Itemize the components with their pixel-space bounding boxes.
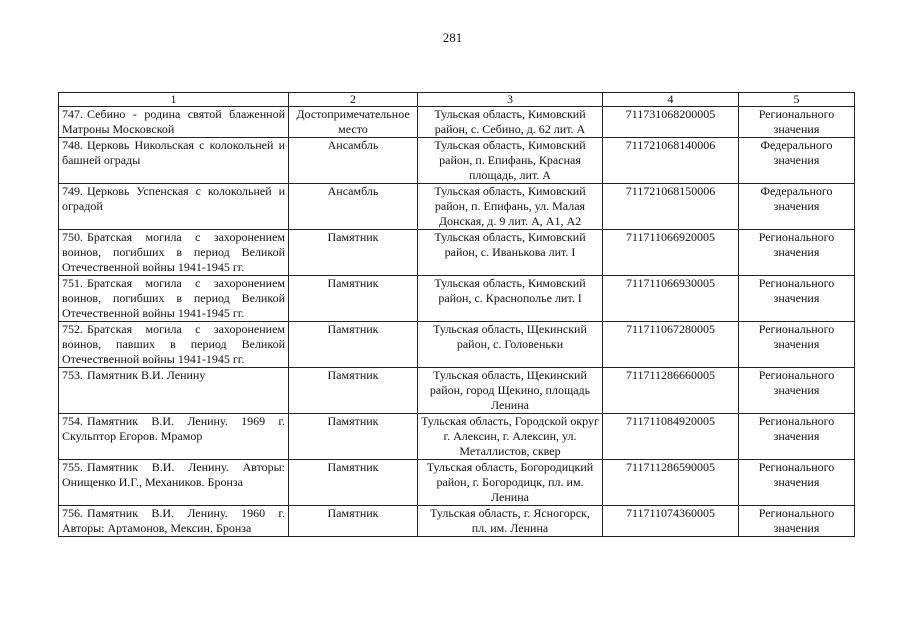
- column-header-1: 1: [59, 93, 289, 107]
- table-row: [59, 138, 855, 184]
- row-number: 756.: [62, 506, 83, 520]
- significance-category: Регионального значения: [739, 414, 855, 460]
- table-row: [59, 107, 855, 138]
- page-number: 281: [442, 30, 463, 45]
- heritage-registry-table: [58, 92, 855, 537]
- object-name: Памятник В.И. Ленину. Авторы: Онищенко И.Г., Механиков. Бронза: [62, 460, 285, 489]
- column-header-5: 5: [739, 93, 855, 107]
- row-number: 752.: [62, 322, 83, 336]
- registry-code: 711721068150006: [603, 184, 739, 230]
- column-header-2: 2: [289, 93, 418, 107]
- table-row: [59, 276, 855, 322]
- registry-code: 711731068200005: [603, 107, 739, 138]
- object-name: Братская могила с захоронением воинов, павших в период Великой Отечественной войны 1941-1945 гг.: [62, 322, 285, 366]
- object-type: Памятник: [289, 506, 418, 537]
- significance-category: Регионального значения: [739, 276, 855, 322]
- object-type: Ансамбль: [289, 184, 418, 230]
- object-address: Тульская область, Кимовский район, с. Краснополье лит. I: [418, 276, 603, 322]
- registry-code: 711711286660005: [603, 368, 739, 414]
- row-number: 747.: [62, 107, 83, 121]
- row-number: 750.: [62, 230, 83, 244]
- object-type: Памятник: [289, 368, 418, 414]
- registry-code: 711711067280005: [603, 322, 739, 368]
- object-name-cell: [59, 506, 289, 537]
- object-address: Тульская область, Городской округ г. Алексин, г. Алексин, ул. Металлистов, сквер: [418, 414, 603, 460]
- object-name-cell: [59, 368, 289, 414]
- significance-category: Регионального значения: [739, 368, 855, 414]
- table-row: [59, 460, 855, 506]
- column-header-3: 3: [418, 93, 603, 107]
- row-number: 755.: [62, 460, 83, 474]
- registry-code: 711711066930005: [603, 276, 739, 322]
- table-row: [59, 184, 855, 230]
- table-row: [59, 506, 855, 537]
- registry-code: 711721068140006: [603, 138, 739, 184]
- object-name: Себино - родина святой блаженной Матроны Московской: [62, 107, 285, 136]
- object-address: Тульская область, Богородицкий район, г. Богородицк, пл. им. Ленина: [418, 460, 603, 506]
- registry-code: 711711084920005: [603, 414, 739, 460]
- object-type: Памятник: [289, 276, 418, 322]
- object-name: Памятник В.И. Ленину: [87, 368, 206, 382]
- object-name-cell: [59, 460, 289, 506]
- object-name: Церковь Успенская с колокольней и оградой: [62, 184, 285, 213]
- object-address: Тульская область, Кимовский район, п. Епифань, Красная площадь, лит. А: [418, 138, 603, 184]
- object-type: Памятник: [289, 322, 418, 368]
- object-address: Тульская область, Кимовский район, с. Себино, д. 62 лит. А: [418, 107, 603, 138]
- row-number: 751.: [62, 276, 83, 290]
- object-type: Памятник: [289, 414, 418, 460]
- table-row: [59, 230, 855, 276]
- object-name-cell: [59, 138, 289, 184]
- object-type: Ансамбль: [289, 138, 418, 184]
- significance-category: Федерального значения: [739, 138, 855, 184]
- column-header-4: 4: [603, 93, 739, 107]
- registry-code: 711711286590005: [603, 460, 739, 506]
- row-number: 753.: [62, 368, 83, 382]
- table-row: [59, 414, 855, 460]
- registry-code: 711711074360005: [603, 506, 739, 537]
- row-number: 749.: [62, 184, 83, 198]
- object-address: Тульская область, Кимовский район, п. Епифань, ул. Малая Донская, д. 9 лит. А, А1, А2: [418, 184, 603, 230]
- object-name-cell: [59, 276, 289, 322]
- significance-category: Регионального значения: [739, 506, 855, 537]
- object-type: Памятник: [289, 230, 418, 276]
- object-name: Церковь Никольская с колокольней и башней ограды: [62, 138, 285, 167]
- object-name-cell: [59, 107, 289, 138]
- object-address: Тульская область, Кимовский район, с. Иванькова лит. I: [418, 230, 603, 276]
- significance-category: Регионального значения: [739, 230, 855, 276]
- table-header-row: [59, 93, 855, 107]
- table-row: [59, 368, 855, 414]
- object-type: Памятник: [289, 460, 418, 506]
- object-type: Достопримечательное место: [289, 107, 418, 138]
- object-name-cell: [59, 322, 289, 368]
- object-name-cell: [59, 414, 289, 460]
- object-name: Братская могила с захоронением воинов, погибших в период Великой Отечественной войны 1941-1945 гг.: [62, 230, 285, 274]
- significance-category: Регионального значения: [739, 322, 855, 368]
- object-name: Памятник В.И. Ленину. 1969 г. Скульптор Егоров. Мрамор: [62, 414, 285, 443]
- object-name-cell: [59, 230, 289, 276]
- object-name-cell: [59, 184, 289, 230]
- row-number: 748.: [62, 138, 83, 152]
- object-address: Тульская область, Щекинский район, город Щекино, площадь Ленина: [418, 368, 603, 414]
- significance-category: Регионального значения: [739, 460, 855, 506]
- significance-category: Федерального значения: [739, 184, 855, 230]
- object-name: Памятник В.И. Ленину. 1960 г. Авторы: Артамонов, Мексин. Бронза: [62, 506, 285, 535]
- significance-category: Регионального значения: [739, 107, 855, 138]
- object-address: Тульская область, Щекинский район, с. Головеньки: [418, 322, 603, 368]
- object-name: Братская могила с захоронением воинов, погибших в период Великой Отечественной войны 1941-1945 гг.: [62, 276, 285, 320]
- table-row: [59, 322, 855, 368]
- object-address: Тульская область, г. Ясногорск, пл. им. Ленина: [418, 506, 603, 537]
- row-number: 754.: [62, 414, 83, 428]
- registry-code: 711711066920005: [603, 230, 739, 276]
